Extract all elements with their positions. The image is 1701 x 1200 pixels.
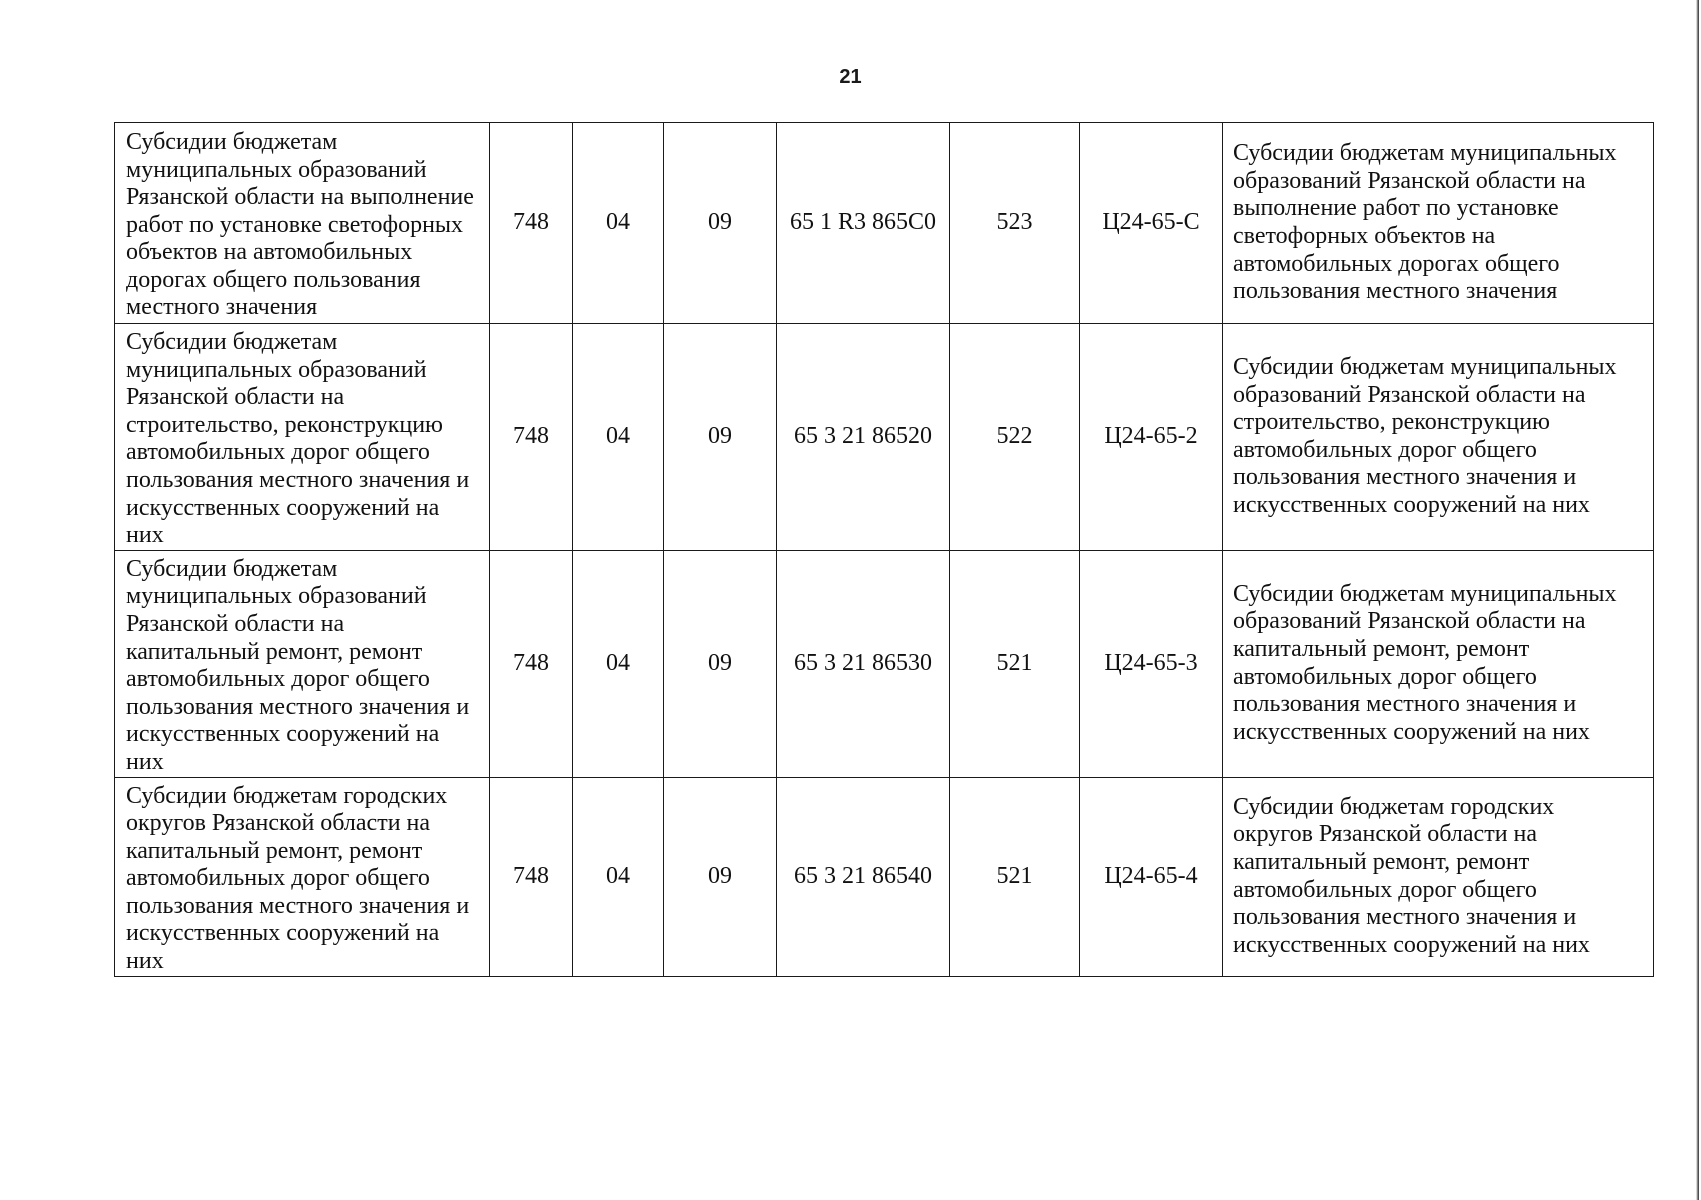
- expense-type-cell: 523: [950, 123, 1080, 324]
- expense-type-cell: 521: [950, 777, 1080, 976]
- section-code-cell: 04: [573, 324, 664, 551]
- page-number: 21: [839, 66, 862, 88]
- description-cell: Субсидии бюджетам городских округов Рязанской области на капитальный ремонт, ремонт автомобильных дорог общего пользования местного значения и искусственных сооружений на них: [115, 777, 490, 976]
- section-code-cell: 04: [573, 777, 664, 976]
- target-article-cell: 65 3 21 86530: [777, 550, 950, 777]
- purpose-code-cell: Ц24-65-2: [1080, 324, 1223, 551]
- expense-type-cell: 521: [950, 550, 1080, 777]
- section-code-cell: 04: [573, 550, 664, 777]
- purpose-description-cell: Субсидии бюджетам муниципальных образований Рязанской области на строительство, реконструкцию автомобильных дорог общего пользования местного значения и искусственных сооружений на них: [1223, 324, 1654, 551]
- target-article-cell: 65 3 21 86540: [777, 777, 950, 976]
- purpose-description-cell: Субсидии бюджетам городских округов Рязанской области на капитальный ремонт, ремонт автомобильных дорог общего пользования местного значения и искусственных сооружений на них: [1223, 777, 1654, 976]
- budget-classification-table: [114, 122, 1654, 977]
- ministry-code-cell: 748: [490, 123, 573, 324]
- ministry-code-cell: 748: [490, 777, 573, 976]
- purpose-code-cell: Ц24-65-4: [1080, 777, 1223, 976]
- scan-edge-shadow: [1696, 0, 1699, 1200]
- table-row: [115, 324, 1654, 551]
- subsection-code-cell: 09: [664, 550, 777, 777]
- subsection-code-cell: 09: [664, 324, 777, 551]
- table-row: [115, 123, 1654, 324]
- purpose-code-cell: Ц24-65-С: [1080, 123, 1223, 324]
- subsection-code-cell: 09: [664, 123, 777, 324]
- target-article-cell: 65 1 R3 865C0: [777, 123, 950, 324]
- section-code-cell: 04: [573, 123, 664, 324]
- description-cell: Субсидии бюджетам муниципальных образований Рязанской области на строительство, реконструкцию автомобильных дорог общего пользования местного значения и искусственных сооружений на них: [115, 324, 490, 551]
- ministry-code-cell: 748: [490, 324, 573, 551]
- table-row: [115, 550, 1654, 777]
- purpose-code-cell: Ц24-65-3: [1080, 550, 1223, 777]
- subsection-code-cell: 09: [664, 777, 777, 976]
- ministry-code-cell: 748: [490, 550, 573, 777]
- target-article-cell: 65 3 21 86520: [777, 324, 950, 551]
- description-cell: Субсидии бюджетам муниципальных образований Рязанской области на выполнение работ по установке светофорных объектов на автомобильных дорогах общего пользования местного значения: [115, 123, 490, 324]
- purpose-description-cell: Субсидии бюджетам муниципальных образований Рязанской области на капитальный ремонт, ремонт автомобильных дорог общего пользования местного значения и искусственных сооружений на них: [1223, 550, 1654, 777]
- description-cell: Субсидии бюджетам муниципальных образований Рязанской области на капитальный ремонт, ремонт автомобильных дорог общего пользования местного значения и искусственных сооружений на них: [115, 550, 490, 777]
- table-row: [115, 777, 1654, 976]
- expense-type-cell: 522: [950, 324, 1080, 551]
- purpose-description-cell: Субсидии бюджетам муниципальных образований Рязанской области на выполнение работ по установке светофорных объектов на автомобильных дорогах общего пользования местного значения: [1223, 123, 1654, 324]
